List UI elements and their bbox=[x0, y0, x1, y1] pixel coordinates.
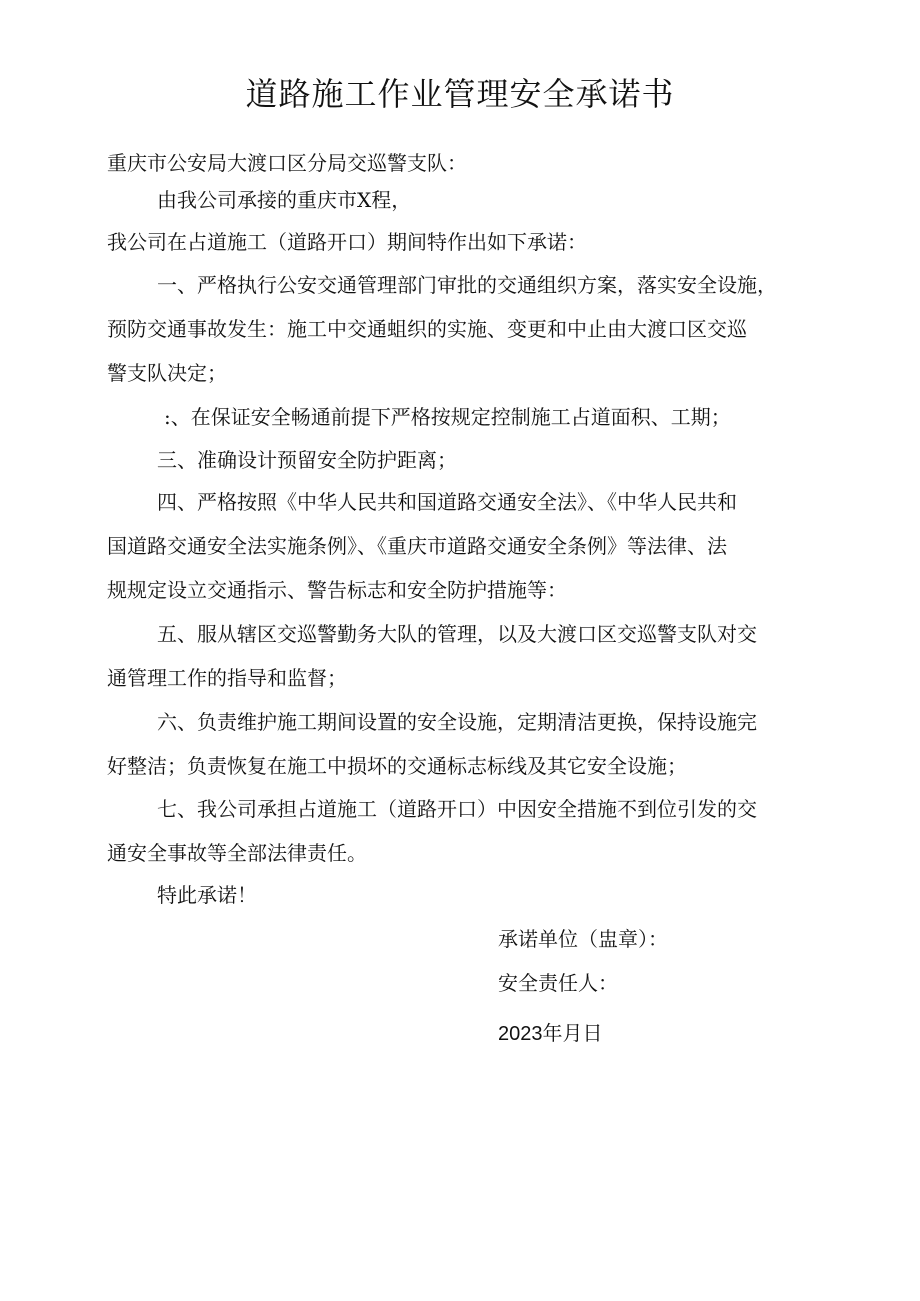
item-1-line-3: 警支队决定； bbox=[107, 361, 227, 385]
item-6-line-2: 好整洁；负责恢复在施工中损坏的交通标志标线及其它安全设施； bbox=[107, 754, 687, 778]
item-1-line-1: 一、严格执行公安交通管理部门审批的交通组织方案，落实安全设施， bbox=[157, 273, 777, 297]
item-7-line-1: 七、我公司承担占道施工（道路开口）中因安全措施不到位引发的交 bbox=[157, 797, 757, 821]
signature-date: 2023年月日 bbox=[498, 1023, 603, 1045]
item-7-line-2: 通安全事故等全部法律责任。 bbox=[107, 841, 367, 865]
item-5-line-2: 通管理工作的指导和监督； bbox=[107, 666, 347, 690]
commitment-item-5 bbox=[107, 612, 817, 700]
commitment-item-7 bbox=[107, 787, 817, 875]
intro-text-2: 我公司在占道施工（道路开口）期间特作出如下承诺： bbox=[107, 230, 587, 254]
item-4-line-1: 四、严格按照《中华人民共和国道路交通安全法》、《中华人民共和 bbox=[157, 490, 737, 514]
item-6-line-1: 六、负责维护施工期间设置的安全设施，定期清洁更换，保持设施完 bbox=[157, 710, 757, 734]
intro-text-1: 由我公司承接的重庆市X程， bbox=[157, 188, 412, 212]
commitment-item-6 bbox=[107, 700, 817, 788]
intro-line-1 bbox=[107, 178, 867, 222]
document-title: 道路施工作业管理安全承诺书 bbox=[245, 75, 675, 113]
signature-unit: 承诺单位（盅章）： bbox=[498, 927, 668, 951]
signature-person: 安全责任人： bbox=[498, 971, 618, 995]
commitment-item-3 bbox=[107, 438, 867, 482]
commitment-item-2 bbox=[107, 395, 874, 439]
closing-statement bbox=[107, 873, 867, 917]
item-3-line-1: 三、准确设计预留安全防护距离； bbox=[157, 448, 457, 472]
item-4-line-3: 规规定设立交通指示、警告标志和安全防护措施等： bbox=[107, 578, 567, 602]
intro-line-2 bbox=[107, 220, 817, 264]
closing-text: 特此承诺！ bbox=[157, 883, 257, 907]
salutation-text: 重庆市公安局大渡口区分局交巡警支队： bbox=[107, 151, 467, 175]
item-1-line-2: 预防交通事故发生：施工中交通蛆织的实施、变更和中止由大渡口区交巡 bbox=[107, 317, 747, 341]
item-2-line-1: :、在保证安全畅通前提下严格按规定控制施工占道面积、工期； bbox=[164, 405, 731, 429]
commitment-item-1 bbox=[107, 263, 817, 395]
item-4-line-2: 国道路交通安全法实施条例》、《重庆市道路交通安全条例》等法律、法 bbox=[107, 534, 727, 558]
commitment-item-4 bbox=[107, 480, 817, 612]
item-5-line-1: 五、服从辖区交巡警勤务大队的管理，以及大渡口区交巡警支队对交 bbox=[157, 622, 757, 646]
